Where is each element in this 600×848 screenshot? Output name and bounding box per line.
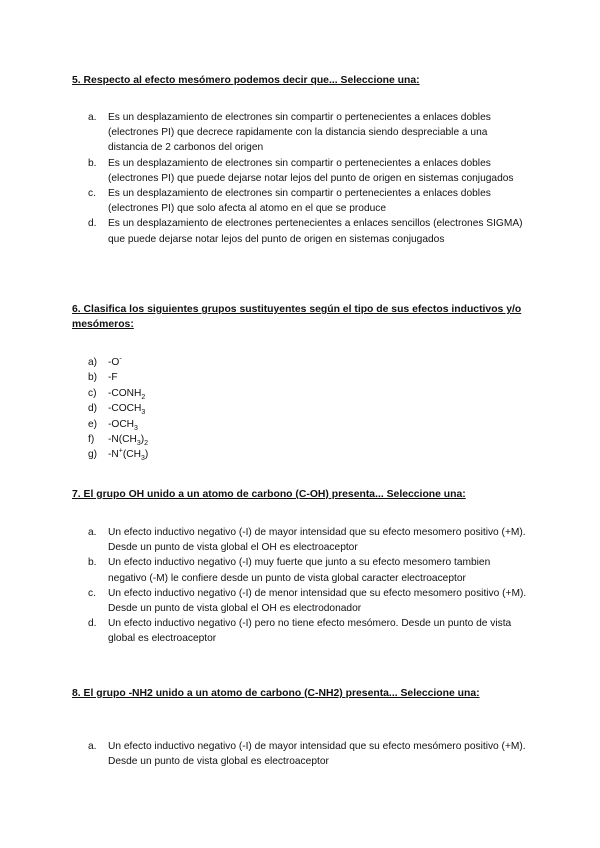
substituent-group: b) -F (88, 372, 118, 384)
question-6-groups (88, 355, 288, 463)
question-7-option-a[interactable]: a. Un efecto inductivo negativo (-I) de mayor intensidad que su efecto mesomero positivo (+M). Desde un punto de vista global el OH es electroaceptor (88, 527, 526, 554)
question-8-options (88, 739, 528, 769)
question-5-title: 5. Respecto al efecto mesómero podemos decir que... Seleccione una: (72, 75, 420, 86)
substituent-group: f) $-N(CH_3)_2$ (88, 434, 149, 448)
question-5-options (88, 110, 528, 247)
question-7-option-c[interactable]: c. Un efecto inductivo negativo (-I) de menor intensidad que su efecto mesomero positivo (+M). Desde un punto de vista global el OH es electrodonador (88, 587, 527, 615)
question-8-option-a[interactable]: a. Un efecto inductivo negativo (-I) de mayor intensidad que su efecto mesómero positivo (+M). Desde un punto de vista global es electroaceptor (88, 741, 526, 768)
substituent-group: g) $-N^+(CH_3)$ (88, 448, 149, 463)
question-8-title: 8. El grupo -NH2 unido a un atomo de carbono (C-NH2) presenta... Seleccione una: (72, 688, 480, 699)
substituent-group: a) -O- (88, 355, 122, 368)
question-5-option-d[interactable]: d. Es un desplazamiento de electrones pertenecientes a enlaces sencillos (electrones SIGMA) que puede dejarse notar lejos del punto de origen en sistemas conjugados (88, 218, 523, 245)
question-7-option-b[interactable]: b. Un efecto inductivo negativo (-I) muy fuerte que junto a su efecto mesomero tambien negativo (-M) le confiere desde un punto de vista global caracter electroaceptor (88, 557, 491, 584)
question-7-title: 7. El grupo OH unido a un atomo de carbono (C-OH) presenta... Seleccione una: (72, 489, 466, 500)
substituent-group: c) $-CONH_2$ (88, 387, 146, 401)
substituent-group: e) $-OCH_3$ (88, 418, 138, 432)
question-5-option-a[interactable]: a. Es un desplazamiento de electrones sin compartir o pertenecientes a enlaces dobles (electrones PI) que decrece rapidamente con la distancia siendo despreciable a una distancia de 2 carbonos del origen (88, 112, 491, 154)
question-5-option-b[interactable]: b. Es un desplazamiento de electrones sin compartir o pertenecientes a enlaces dobles (electrones PI) que puede dejarse notar lejos del punto de origen en sistemas conjugados (88, 157, 514, 184)
question-7-options (88, 525, 528, 647)
question-7-option-d[interactable]: d. Un efecto inductivo negativo (-I) pero no tiene efecto mesómero. Desde un punto de vista global es electroaceptor (88, 618, 512, 645)
substituent-group: d) $-COCH_3$ (88, 403, 146, 417)
question-5-option-c[interactable]: c. Es un desplazamiento de electrones sin compartir o pertenecientes a enlaces dobles (electrones PI) que solo afecta al atomo en el que se produce (88, 188, 491, 215)
question-6-title: 6. Clasifica los siguientes grupos sustituyentes según el tipo de sus efectos inductivos y/o mesómeros: (72, 304, 522, 330)
